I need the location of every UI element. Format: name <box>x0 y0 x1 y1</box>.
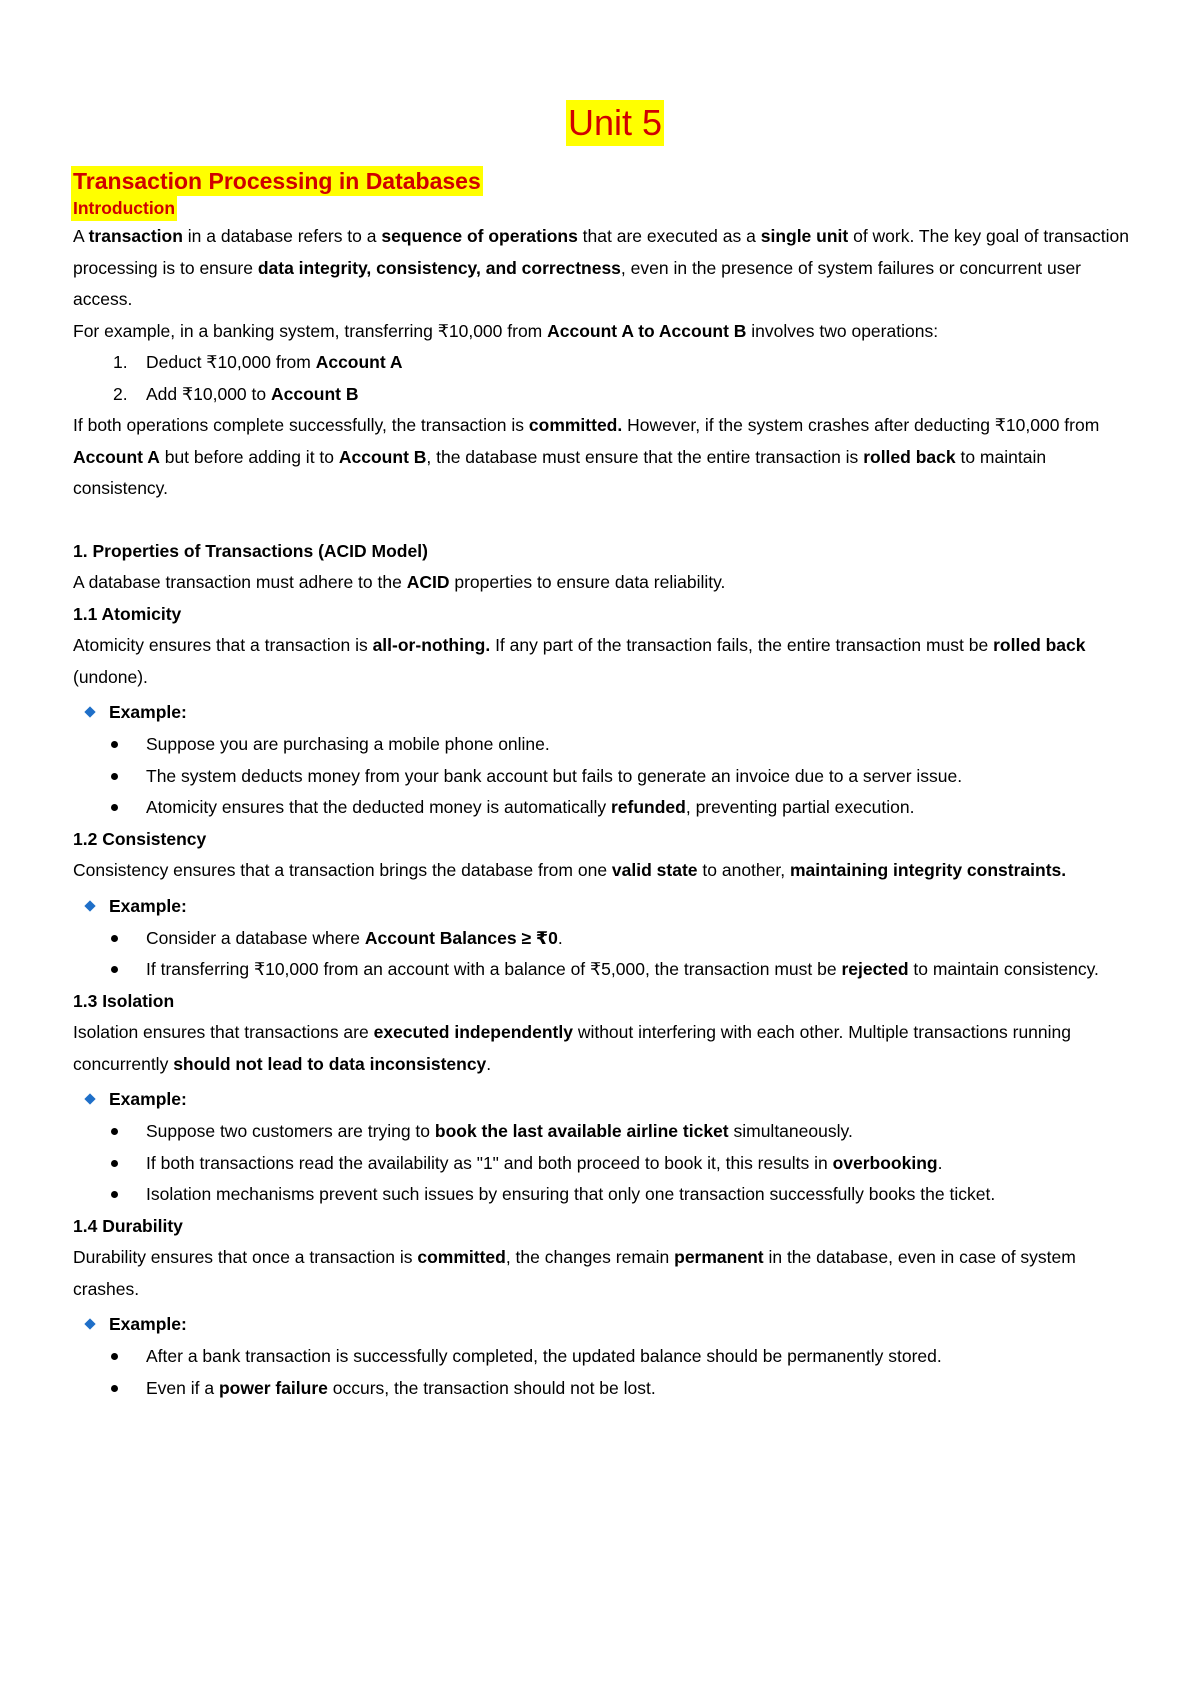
bold-text: Account Balances ≥ ₹0 <box>364 927 558 948</box>
section-paragraph: Isolation ensures that transactions are executed independently without interfering with each other. Multiple transactions running concurrently should not lead to data inconsistency. <box>73 1022 1072 1074</box>
bullet-icon <box>111 1385 118 1392</box>
bold-text: overbooking <box>832 1152 938 1173</box>
bold-text: book the last available airline ticket <box>434 1121 729 1141</box>
rollback-paragraph: If both operations complete successfully, the transaction is committed. However, if the system crashes after deducting ₹10,000 from Account A but before adding it to Account B, the database must ensure that the entire transaction is rolled back to maintain consistency. <box>73 415 1100 498</box>
bullet-icon <box>111 1353 118 1360</box>
bold-text: Account A <box>73 446 160 467</box>
bullet-icon <box>111 935 118 942</box>
bold-text: transaction <box>88 226 183 246</box>
section-atomicity <box>73 599 1133 824</box>
diamond-bullet-icon <box>84 706 95 717</box>
section-paragraph: Atomicity ensures that a transaction is all-or-nothing. If any part of the transaction fails, the entire transaction must be rolled back (undone). <box>73 635 1086 687</box>
main-heading-row <box>73 166 1133 196</box>
section-heading: 1.2 Consistency <box>73 828 207 849</box>
bold-text: committed. <box>528 415 623 435</box>
bold-text: all-or-nothing. <box>372 635 491 655</box>
bold-text: committed <box>417 1247 506 1267</box>
transfer-steps <box>73 347 1133 410</box>
list-item: Consider a database where Account Balances ≥ ₹0. <box>73 923 1133 955</box>
list-item: Atomicity ensures that the deducted money is automatically refunded, preventing partial execution. <box>73 792 1133 824</box>
spacer <box>73 505 1133 536</box>
example-label: Example: <box>73 889 1133 923</box>
document-page <box>73 100 1133 1404</box>
bullet-icon <box>111 1160 118 1167</box>
list-item: 2. Add ₹10,000 to Account B <box>113 383 359 404</box>
section-isolation <box>73 986 1133 1211</box>
bold-text: data integrity, consistency, and correctness <box>257 257 621 278</box>
list-item: Suppose you are purchasing a mobile phone online. <box>73 729 1133 761</box>
bullet-icon <box>111 741 118 748</box>
acid-heading: 1. Properties of Transactions (ACID Model) <box>73 540 428 561</box>
bold-text: Account B <box>270 383 359 404</box>
page-title: Unit 5 <box>566 100 664 146</box>
example-list <box>73 1341 1133 1404</box>
example-list <box>73 1116 1133 1211</box>
list-item: If both transactions read the availability as "1" and both proceed to book it, this results in overbooking. <box>73 1148 1133 1180</box>
title-row <box>73 100 1133 166</box>
bold-text: power failure <box>218 1377 328 1398</box>
bold-text: Account B <box>338 446 427 467</box>
bullet-icon <box>111 1191 118 1198</box>
diamond-bullet-icon <box>84 900 95 911</box>
bold-text: rolled back <box>863 446 956 467</box>
bold-text: permanent <box>674 1247 764 1267</box>
diamond-bullet-icon <box>84 1093 95 1104</box>
example-paragraph: For example, in a banking system, transferring ₹10,000 from Account A to Account B involves two operations: <box>73 320 939 341</box>
bold-text: valid state <box>611 860 698 880</box>
section-consistency <box>73 824 1133 986</box>
acid-paragraph: A database transaction must adhere to the ACID properties to ensure data reliability. <box>73 572 726 592</box>
main-heading: Transaction Processing in Databases <box>73 168 481 194</box>
bold-text: ACID <box>406 572 450 592</box>
section-heading: 1.4 Durability <box>73 1215 183 1236</box>
bold-text: Account A <box>315 352 403 372</box>
section-durability <box>73 1211 1133 1405</box>
example-label: Example: <box>73 695 1133 729</box>
intro-heading-row <box>73 196 1133 221</box>
intro-heading: Introduction <box>71 196 177 221</box>
section-paragraph: Consistency ensures that a transaction brings the database from one valid state to another, maintaining integrity constraints. <box>73 860 1067 880</box>
bullet-icon <box>111 1128 118 1135</box>
list-item: After a bank transaction is successfully completed, the updated balance should be permanently stored. <box>73 1341 1133 1373</box>
bullet-icon <box>111 804 118 811</box>
bold-text: rejected <box>841 959 909 979</box>
intro-paragraph: A transaction in a database refers to a sequence of operations that are executed as a single unit of work. The key goal of transaction processing is to ensure data integrity, consistency, and correctness, even in the presence of system failures or concurrent user access. <box>73 226 1130 309</box>
bold-text: should not lead to data inconsistency <box>173 1053 487 1074</box>
example-list <box>73 729 1133 824</box>
bold-text: rolled back <box>993 635 1086 655</box>
section-heading: 1.3 Isolation <box>73 990 175 1011</box>
bullet-icon <box>111 773 118 780</box>
bold-text: executed independently <box>373 1022 573 1042</box>
bold-text: sequence of operations <box>381 226 578 246</box>
list-item: Suppose two customers are trying to book the last available airline ticket simultaneously. <box>73 1116 1133 1148</box>
list-item: The system deducts money from your bank account but fails to generate an invoice due to a server issue. <box>73 761 1133 793</box>
list-item: Isolation mechanisms prevent such issues by ensuring that only one transaction successfully books the ticket. <box>73 1179 1133 1211</box>
bold-text: refunded <box>610 797 686 817</box>
bullet-icon <box>111 966 118 973</box>
example-label: Example: <box>73 1307 1133 1341</box>
example-list <box>73 923 1133 986</box>
list-item: Even if a power failure occurs, the transaction should not be lost. <box>73 1373 1133 1405</box>
example-label: Example: <box>73 1082 1133 1116</box>
list-item: If transferring ₹10,000 from an account with a balance of ₹5,000, the transaction must be rejected to maintain consistency. <box>73 954 1133 986</box>
list-item: 1. Deduct ₹10,000 from Account A <box>113 352 403 372</box>
section-paragraph: Durability ensures that once a transaction is committed, the changes remain permanent in the database, even in case of system crashes. <box>73 1247 1076 1299</box>
bold-text: Account A to Account B <box>547 320 747 341</box>
bold-text: single unit <box>760 226 849 246</box>
section-heading: 1.1 Atomicity <box>73 603 182 624</box>
diamond-bullet-icon <box>84 1318 95 1329</box>
bold-text: maintaining integrity constraints. <box>789 860 1067 880</box>
